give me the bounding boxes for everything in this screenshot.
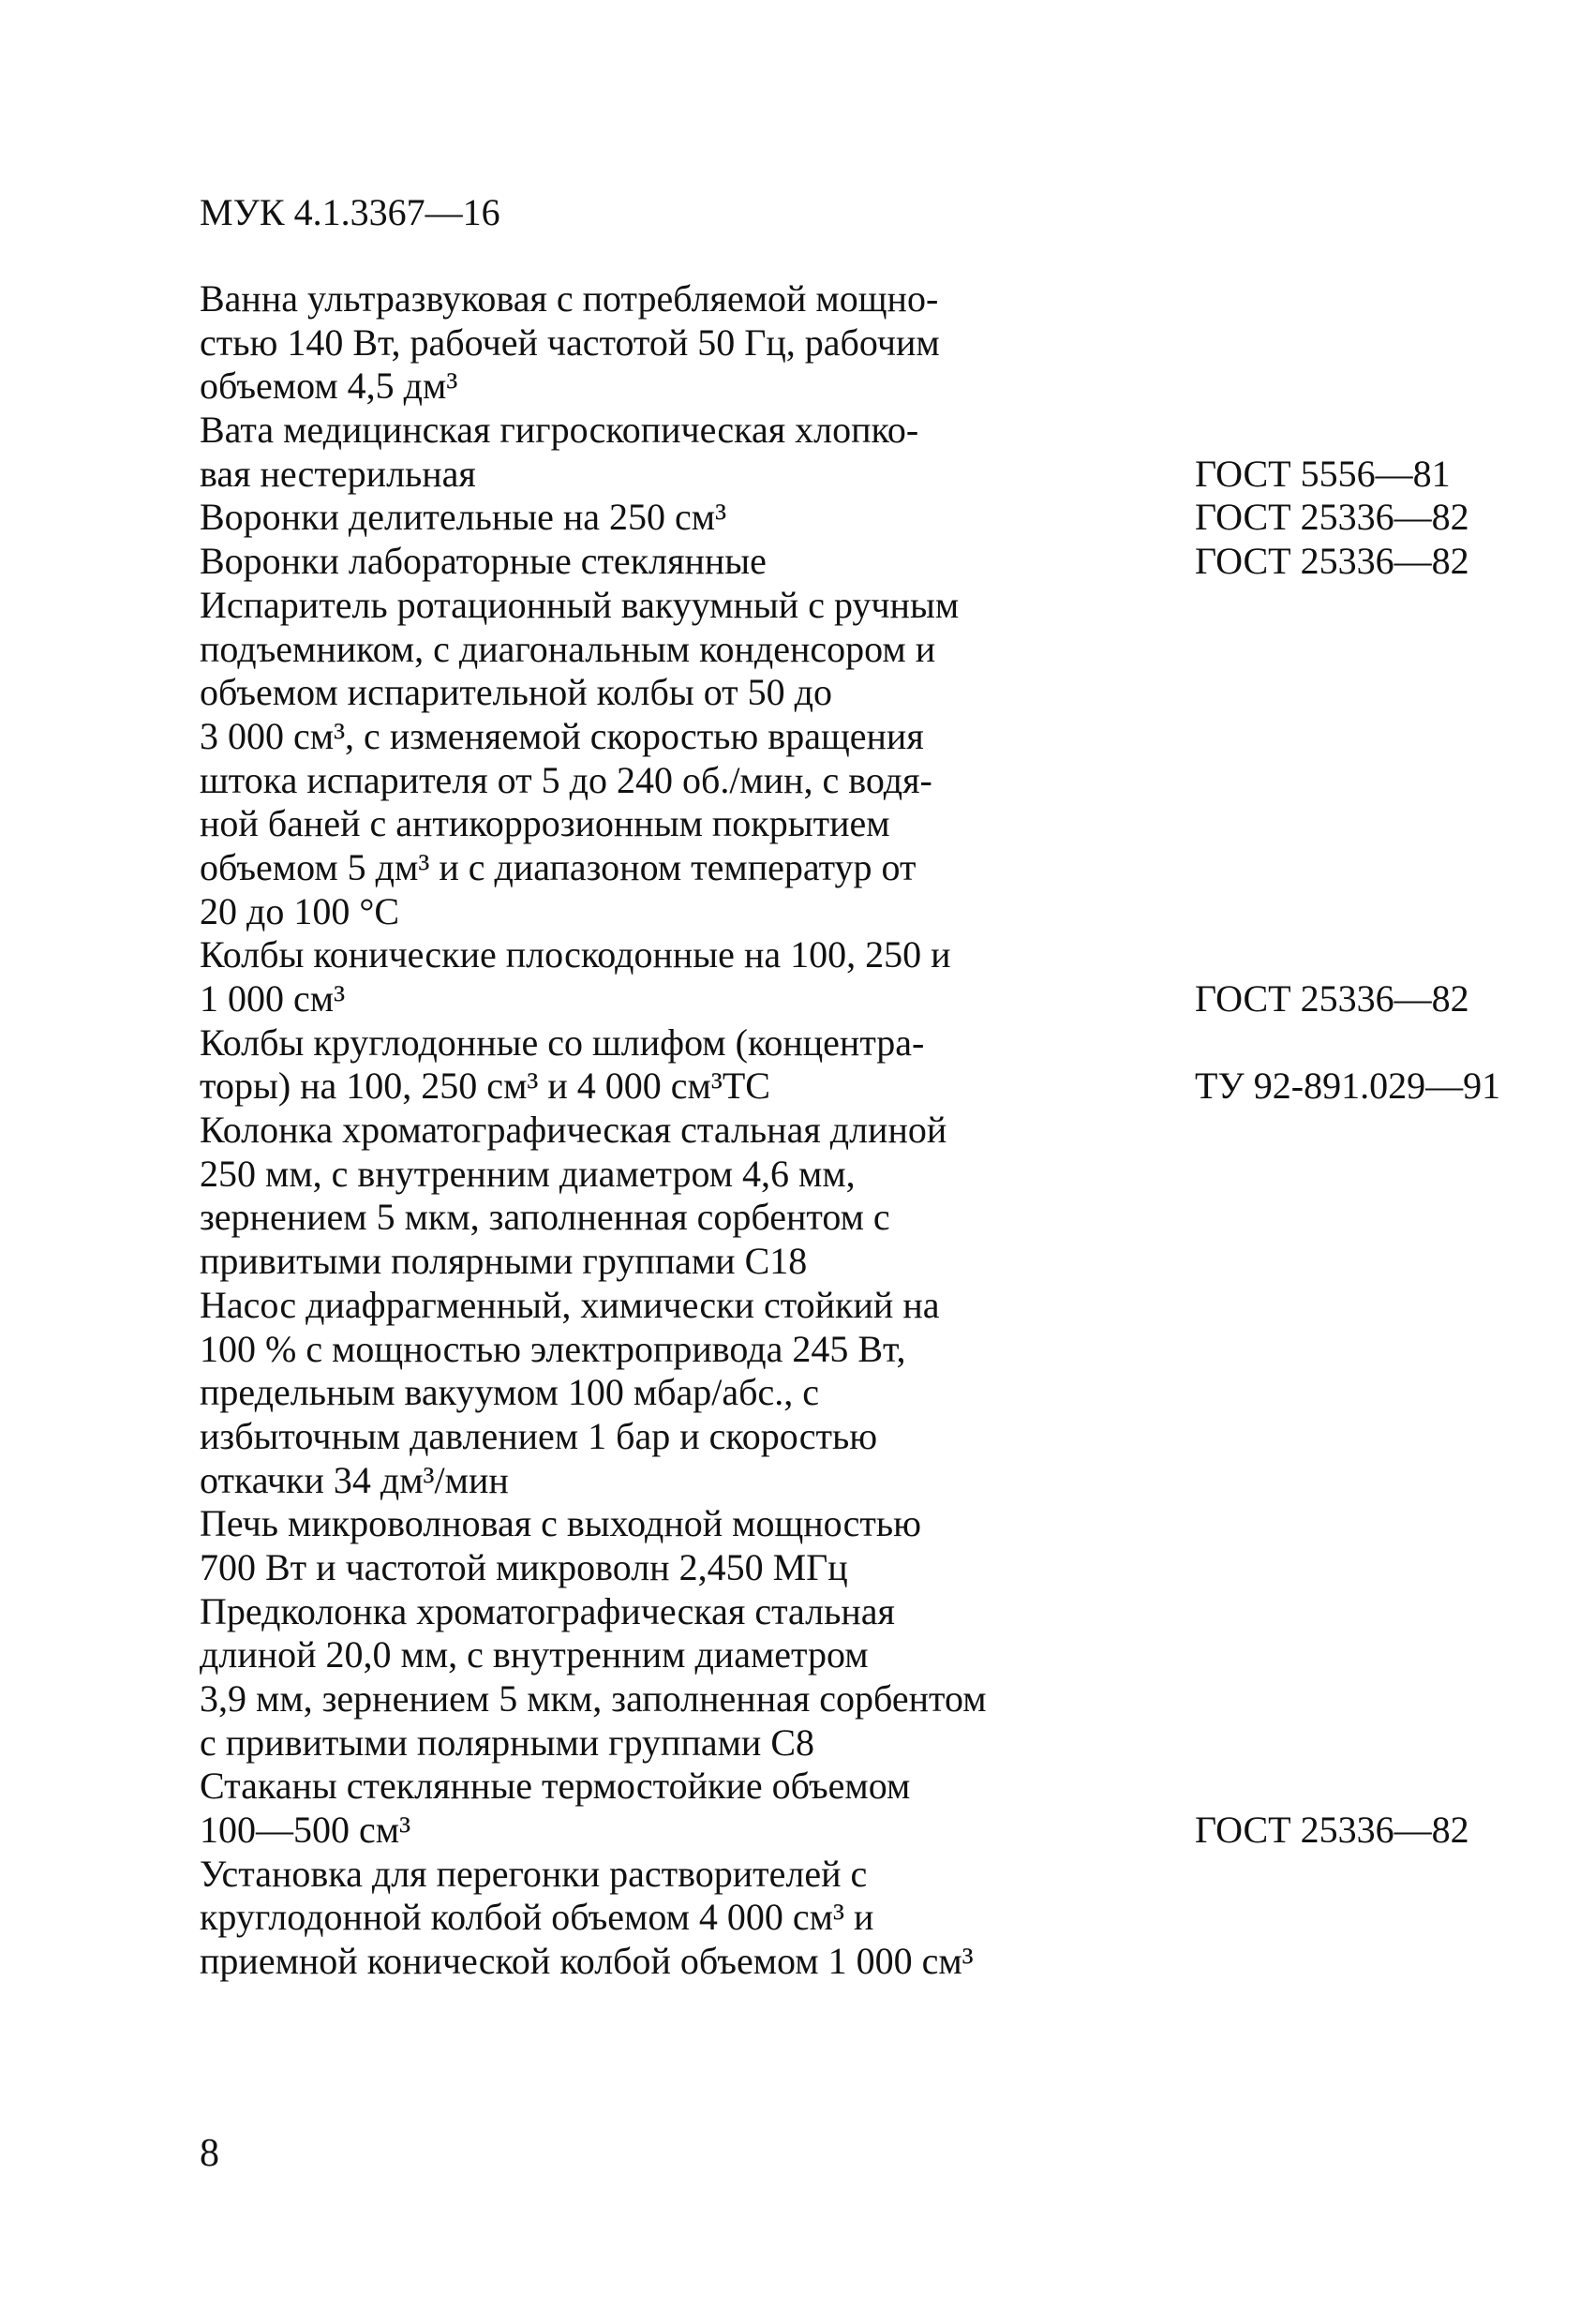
equipment-entry [200,277,1437,409]
equipment-list [200,277,1501,1984]
description-line: 20 до 100 °С [200,889,400,932]
description-line: Вата медицинская гигроскопическая хлопко- [200,409,919,452]
description-line: объемом 5 дм³ и с диапазоном температур от [200,845,917,888]
description-line: привитыми полярными группами С18 [200,1240,808,1283]
equipment-description [200,1502,996,1589]
standard-reference: ГОСТ 25336—82 [1195,496,1469,539]
description-line: избыточным давлением 1 бар и скоростью [200,1414,878,1457]
standard-reference: ГОСТ 25336—82 [1195,977,1469,1020]
description-line: торы) на 100, 250 см³ и 4 000 см³ТС [200,1065,770,1108]
description-line: зернением 5 мкм, заполненная сорбентом с [200,1196,890,1239]
description-line: Печь микроволновая с выходной мощностью [200,1502,921,1545]
description-line: вая нестерильная [200,452,476,495]
description-line: 3,9 мм, зернением 5 мкм, заполненная сорбентом [200,1677,987,1720]
document-code-header: МУК 4.1.3367—16 [200,191,500,233]
description-line: штока испарителя от 5 до 240 об./мин, с водя- [200,758,932,801]
equipment-entry [200,1765,1469,1852]
description-line: Стаканы стеклянные термостойкие объемом [200,1765,911,1808]
description-line: предельным вакуумом 100 мбар/абс., с [200,1371,819,1414]
description-line: 3 000 см³, с изменяемой скоростью вращения [200,714,924,757]
equipment-description [200,584,996,934]
equipment-entry [200,1109,1437,1284]
description-line: 100 % с мощностью электропривода 245 Вт, [200,1327,906,1370]
equipment-entry [200,1590,1437,1765]
equipment-entry [200,496,1469,540]
standard-reference: ГОСТ 5556—81 [1195,452,1451,495]
description-line: длиной 20,0 мм, с внутренним диаметром [200,1633,869,1676]
description-line: откачки 34 дм³/мин [200,1458,509,1501]
equipment-entry [200,1502,1437,1589]
equipment-description [200,496,996,540]
description-line: Колбы конические плоскодонные на 100, 250 и [200,933,951,976]
description-line: Насос диафрагменный, химически стойкий на [200,1283,940,1326]
equipment-description [200,1284,996,1502]
equipment-entry [200,584,1437,934]
standard-reference: ГОСТ 25336—82 [1195,540,1469,583]
description-line: 700 Вт и частотой микроволн 2,450 МГц [200,1545,848,1588]
description-line: объемом 4,5 дм³ [200,365,458,408]
description-line: 250 мм, с внутренним диаметром 4,6 мм, [200,1152,856,1195]
description-line: приемной конической колбой объемом 1 000 см³ [200,1940,974,1983]
page-number: 8 [200,2132,219,2175]
equipment-description [200,1021,996,1109]
description-line: Колбы круглодонные со шлифом (концентра- [200,1020,925,1064]
description-line: Установка для перегонки растворителей с [200,1852,868,1895]
equipment-description [200,1590,996,1765]
description-line: Ванна ультразвуковая с потребляемой мощно- [200,277,939,320]
description-line: объемом испарительной колбы от 50 до [200,671,832,714]
description-line: Воронки делительные на 250 см³ [200,496,727,539]
equipment-description [200,540,996,584]
equipment-description [200,933,996,1020]
equipment-entry [200,1853,1437,1984]
description-line: 100—500 см³ [200,1809,411,1852]
description-line: круглодонной колбой объемом 4 000 см³ и [200,1896,874,1939]
equipment-entry [200,409,1451,496]
equipment-entry [200,1284,1437,1502]
description-line: Предколонка хроматографическая стальная [200,1589,895,1632]
description-line: 1 000 см³ [200,977,346,1020]
equipment-description [200,1765,996,1852]
equipment-description [200,277,996,409]
description-line: стью 140 Вт, рабочей частотой 50 Гц, рабочим [200,320,940,364]
equipment-description [200,1109,996,1284]
description-line: Колонка хроматографическая стальная длиной [200,1109,947,1152]
equipment-entry [200,933,1469,1020]
equipment-entry [200,540,1469,584]
equipment-description [200,1853,996,1984]
description-line: с привитыми полярными группами С8 [200,1721,815,1764]
equipment-description [200,409,996,496]
description-line: подъемником, с диагональным конденсором и [200,627,936,670]
description-line: ной баней с антикоррозионным покрытием [200,802,890,845]
description-line: Воронки лабораторные стеклянные [200,540,767,583]
description-line: Испаритель ротационный вакуумный с ручным [200,583,960,626]
standard-reference: ГОСТ 25336—82 [1195,1809,1469,1852]
standard-reference: ТУ 92-891.029—91 [1195,1065,1501,1108]
equipment-entry [200,1020,1501,1109]
